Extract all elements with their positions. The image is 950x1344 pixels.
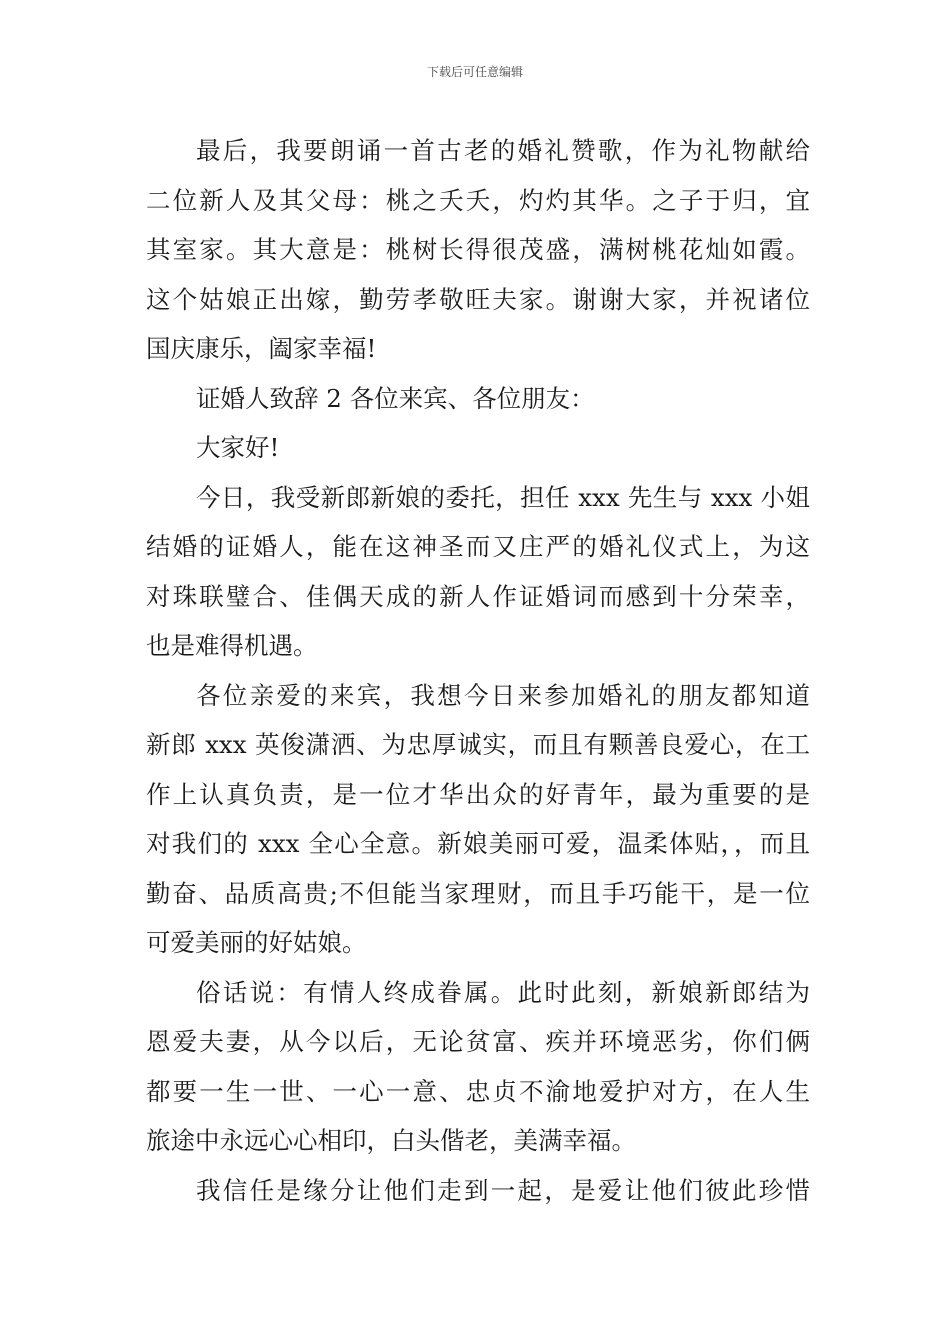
text-line: 恩爱夫妻，从今以后，无论贫富、疾并环境恶劣，你们俩	[146, 1027, 810, 1056]
text-line: 对珠联璧合、佳偶天成的新人作证婚词而感到十分荣幸，	[146, 581, 810, 611]
text-line: 也是难得机遇。	[146, 631, 318, 660]
document-body	[146, 126, 810, 1215]
text-line: 俗话说：有情人终成眷属。此时此刻，新娘新郎结为	[196, 977, 810, 1007]
text-line: 结婚的证婚人，能在这神圣而又庄严的婚礼仪式上，为这	[146, 532, 810, 561]
text-line: 对我们的 xxx 全心全意。新娘美丽可爱，温柔体贴，，而且	[146, 829, 810, 858]
text-line: 其室家。其大意是：桃树长得很茂盛，满树桃花灿如霞。	[146, 235, 810, 264]
text-line: 作上认真负责，是一位才华出众的好青年，最为重要的是	[146, 779, 810, 809]
text-line: 旅途中永远心心相印，白头偕老，美满幸福。	[146, 1126, 636, 1155]
text-line: 新郎 xxx 英俊潇洒、为忠厚诚实，而且有颗善良爱心，在工	[146, 730, 810, 759]
text-line: 最后，我要朗诵一首古老的婚礼赞歌，作为礼物献给	[196, 136, 810, 165]
text-line: 今日，我受新郎新娘的委托，担任 xxx 先生与 xxx 小姐	[196, 482, 810, 512]
text-line: 这个姑娘正出嫁，勤劳孝敬旺夫家。谢谢大家，并祝诸位	[146, 284, 810, 314]
page-header: 下载后可任意编辑	[426, 65, 523, 79]
text-line: 国庆康乐，阖家幸福!	[146, 334, 377, 363]
text-line: 二位新人及其父母：桃之夭夭，灼灼其华。之子于归，宜	[146, 185, 810, 215]
text-line: 我信任是缘分让他们走到一起，是爱让他们彼此珍惜	[196, 1175, 810, 1205]
text-line: 大家好!	[196, 433, 280, 462]
text-line: 各位亲爱的来宾，我想今日来参加婚礼的朋友都知道	[196, 680, 810, 710]
text-line: 都要一生一世、一心一意、忠贞不渝地爱护对方，在人生	[146, 1076, 810, 1106]
text-line: 勤奋、品质高贵;不但能当家理财，而且手巧能干，是一位	[146, 878, 810, 908]
text-line: 可爱美丽的好姑娘。	[146, 928, 367, 957]
text-line: 证婚人致辞 2 各位来宾、各位朋友：	[196, 383, 595, 413]
